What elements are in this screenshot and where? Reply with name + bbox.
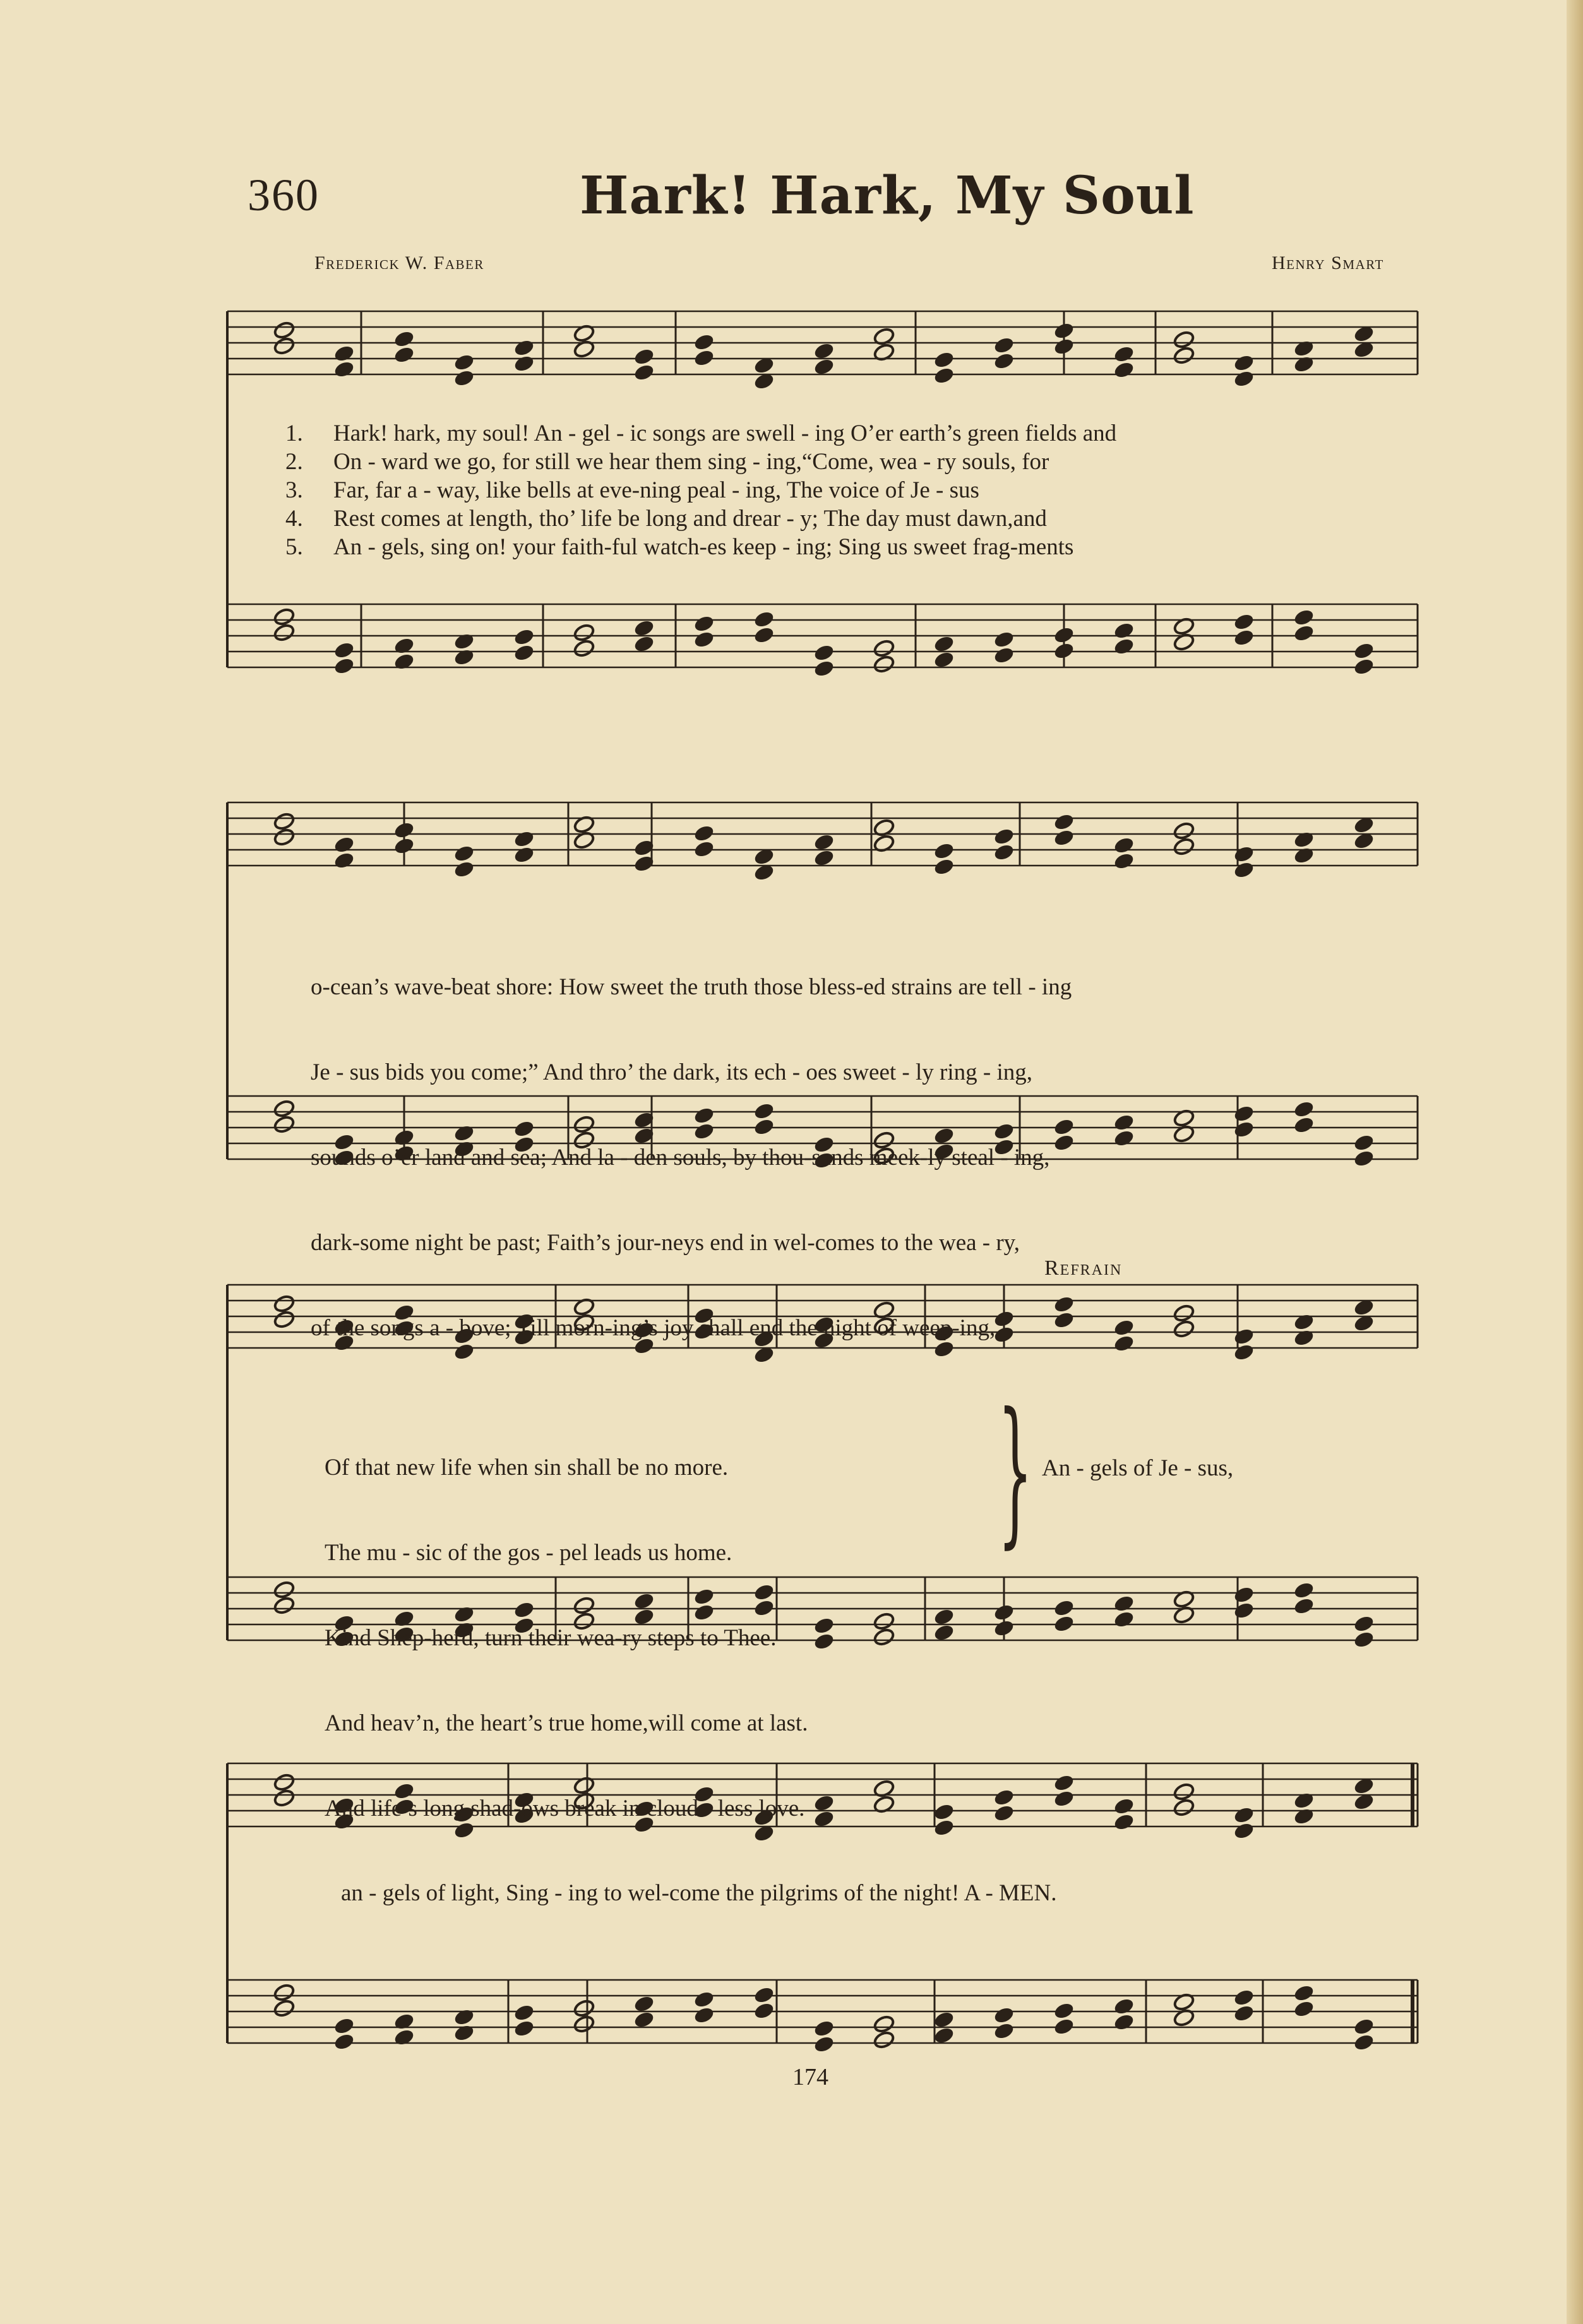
composer-credit: Henry Smart	[1272, 253, 1384, 273]
final-line-lyrics: an - gels of light, Sing - ing to wel-come the pilgrims of the night! A - MEN.	[341, 1880, 1057, 1906]
third-system-lyrics: Of that new life when sin shall be no more. The mu - sic of the gos - pel leads us home. Kind Shep-herd, turn their wea-ry steps to Thee. And heav’n, the heart’s true home,will come at last. And life’s long shad-ows break in cloud - less love.	[325, 1455, 808, 1821]
page-number: 174	[792, 2064, 828, 2090]
verse-brace: }	[998, 1379, 1033, 1563]
verse-line-2: 2. On - ward we go, for still we hear them sing - ing,“Come, wea - ry souls, for	[285, 449, 1049, 475]
verse-line-3: 3. Far, far a - way, like bells at eve-ning peal - ing, The voice of Je - sus	[285, 477, 979, 503]
refrain-label: Refrain	[1044, 1256, 1123, 1280]
refrain-words: An - gels of Je - sus,	[1042, 1455, 1234, 1481]
verse-line-5: 5. An - gels, sing on! your faith-ful watch-es keep - ing; Sing us sweet frag-ments	[285, 534, 1074, 560]
second-system-lyrics: o-cean’s wave-beat shore: How sweet the truth those bless-ed strains are tell - ing Je - sus bids you come;” And thro’ the dark, its ech - oes sweet - ly ring - ing, sounds o’er land and sea; And la - den souls, by thou-sands meek-ly steal - ing, dark-some night be past; Faith’s jour-neys end in wel-comes to the wea - ry, of the songs a - bove; Till morn-ing’s joy shall end the night of weep-ing,	[311, 974, 1072, 1341]
verse-lyrics	[285, 419, 1116, 561]
hymn-title: Hark! Hark, My Soul	[580, 165, 1195, 226]
hymn-number: 360	[248, 170, 320, 220]
verse-line-4: 4. Rest comes at length, tho’ life be long and drear - y; The day must dawn,and	[285, 506, 1047, 532]
author-credit: Frederick W. Faber	[314, 253, 484, 273]
verse-line-1: 1. Hark! hark, my soul! An - gel - ic songs are swell - ing O’er earth’s green fields and	[285, 420, 1117, 446]
